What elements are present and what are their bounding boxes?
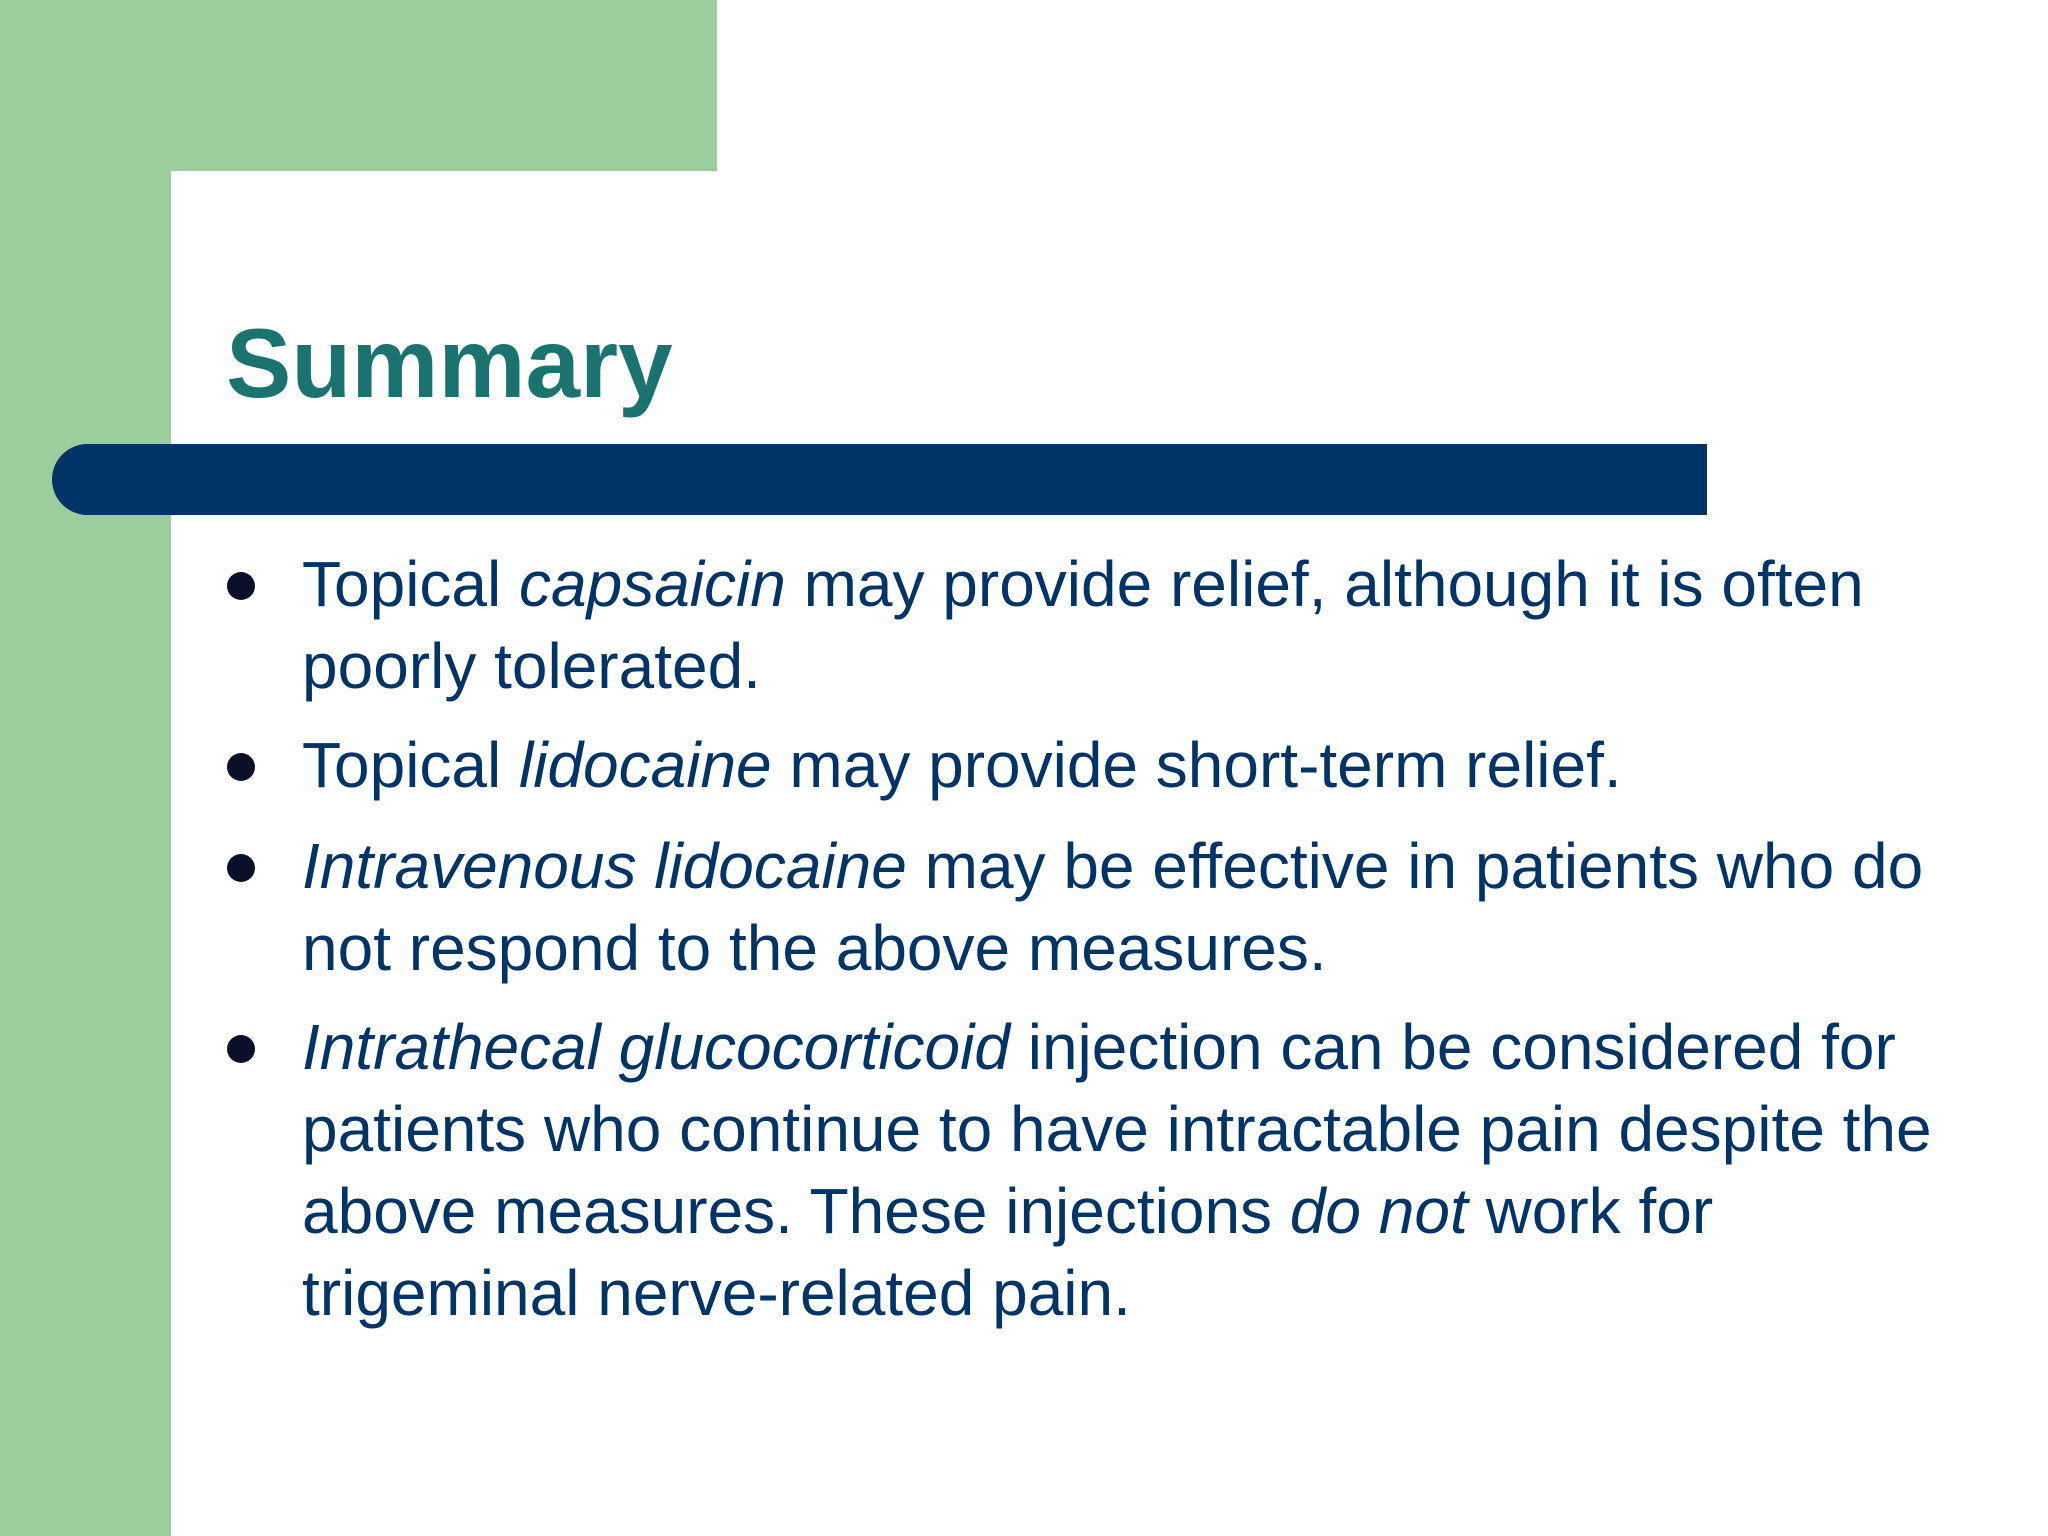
bullet-text-post: may be effective in patients who do not respond to the above measures. xyxy=(302,830,1924,984)
bullet-text-post: injection can be considered for patients who continue to have intractable pain despite the above measures. These injections xyxy=(302,1011,1932,1247)
bullet-text-pre: Topical xyxy=(302,729,519,801)
bullet-term: lidocaine xyxy=(519,729,772,801)
bullet-dot-icon xyxy=(227,854,255,882)
bullet-text-post: may provide relief, although it is often poorly tolerated. xyxy=(302,548,1864,702)
bullet-dot-icon xyxy=(227,1035,255,1063)
bullet-item-lidocaine xyxy=(302,724,1992,806)
bullet-text-post: may provide short-term relief. xyxy=(771,729,1622,801)
slide-title: Summary xyxy=(226,308,673,418)
bullet-dot-icon xyxy=(227,572,255,600)
bullet-term: Intravenous lidocaine xyxy=(302,830,907,902)
bullet-text-pre: Topical xyxy=(302,548,519,620)
bullet-item-intravenous-lidocaine xyxy=(302,825,1992,989)
bullet-emphasis: do not xyxy=(1289,1175,1468,1247)
bullet-item-intrathecal-glucocorticoid xyxy=(302,1006,1992,1334)
bullet-dot-icon xyxy=(227,753,255,781)
bullet-term: capsaicin xyxy=(519,548,786,620)
bullet-term: Intrathecal glucocorticoid xyxy=(302,1011,1010,1083)
bullet-item-capsaicin xyxy=(302,543,1992,707)
bullet-text-post2: work for trigeminal nerve-related pain. xyxy=(302,1175,1714,1329)
